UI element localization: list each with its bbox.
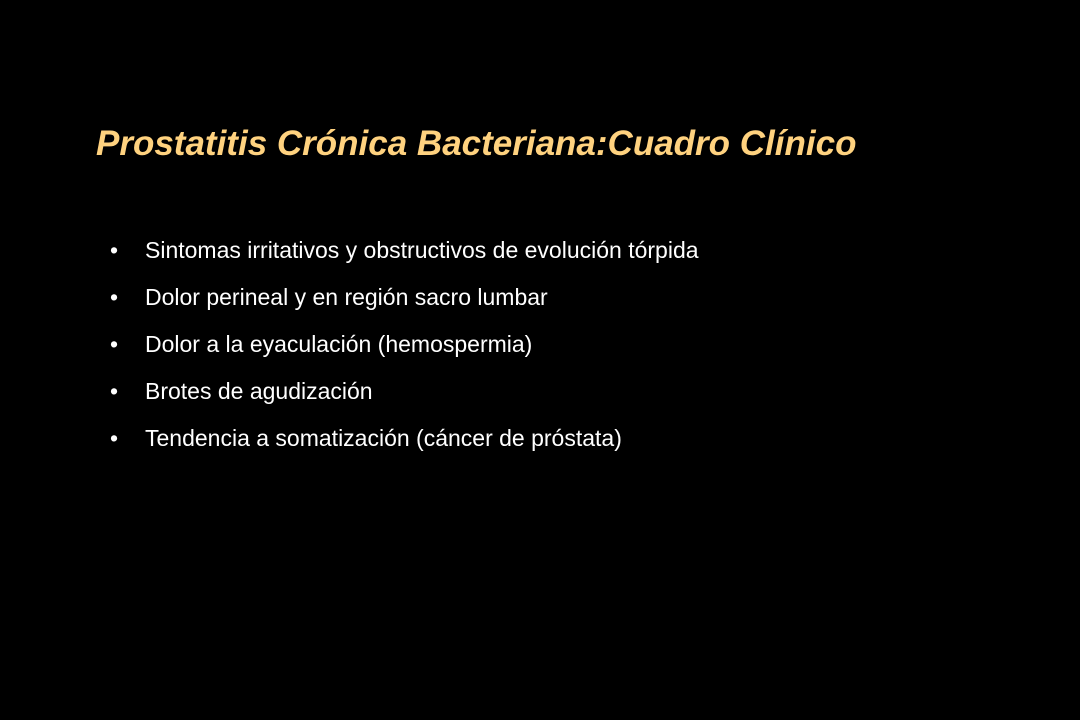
- bullet-point-icon: •: [110, 425, 119, 451]
- bullet-text: Dolor a la eyaculación (hemospermia): [145, 331, 533, 357]
- bullet-point-icon: •: [110, 284, 119, 310]
- bullet-text: Tendencia a somatización (cáncer de próstata): [145, 425, 622, 451]
- bullet-text: Sintomas irritativos y obstructivos de evolución tórpida: [145, 237, 699, 263]
- bullet-text: Brotes de agudización: [145, 378, 373, 404]
- bullet-text: Dolor perineal y en región sacro lumbar: [145, 284, 548, 310]
- slide-title: Prostatitis Crónica Bacteriana:Cuadro Clínico: [96, 124, 857, 163]
- bullet-point-icon: •: [110, 237, 119, 263]
- bullet-point-icon: •: [110, 331, 119, 357]
- bullet-point-icon: •: [110, 378, 119, 404]
